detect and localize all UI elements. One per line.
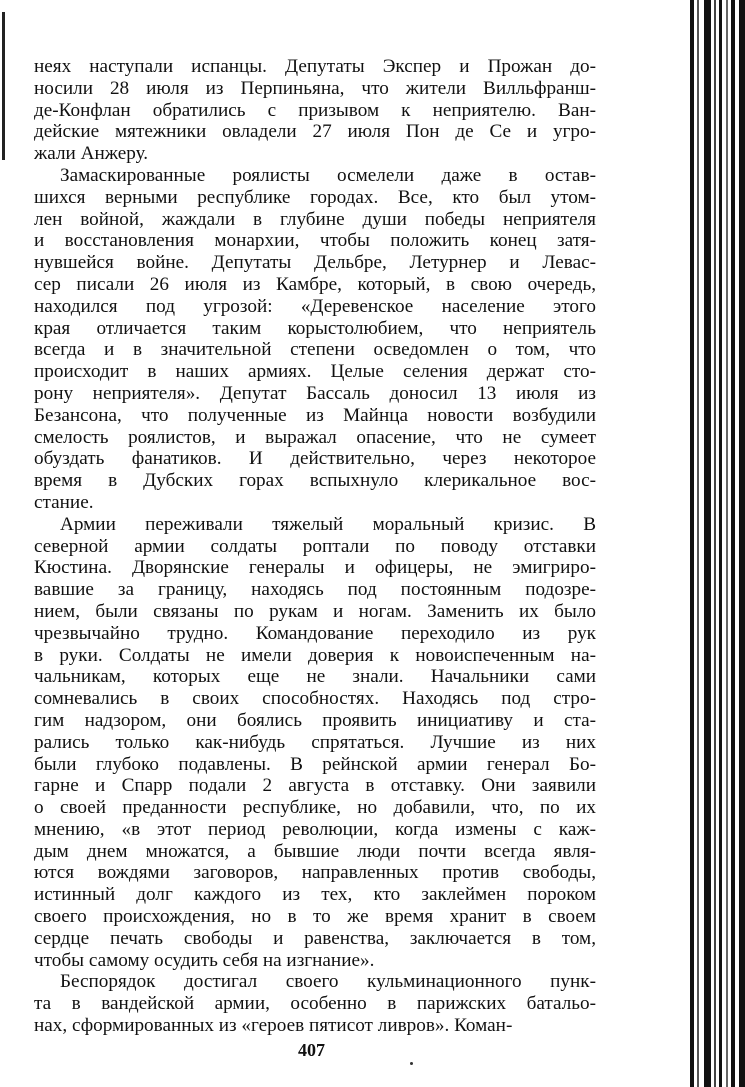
text-line: Замаскированные роялисты осмелели даже в остав- [60,164,596,186]
text-line: Беспорядок достигал своего кульминационного пунк- [60,971,596,993]
text-line: рону неприятеля». Депутат Бассаль доносил 13 июля из [34,382,596,404]
text-line: чрезвычайно трудно. Командование переходило из рук [34,622,596,644]
text-line: время в Дубских горах вспыхнуло клерикальное вос- [34,470,596,492]
text-line: нувшейся войне. Депутаты Дельбре, Летурнер и Левас- [34,252,596,274]
text-line: дым днем множатся, а бывшие люди почти всегда явля- [34,840,596,862]
text-line: неях наступали испанцы. Депутаты Экспер и Прожан до- [34,56,596,77]
text-line: сомневались в своих способностях. Находясь под стро- [34,688,596,710]
binding-edge [731,0,735,1087]
text-line: жали Анжеру. [34,143,149,165]
text-line: северной армии солдаты роптали по поводу отставки [34,535,596,557]
binding-edge [690,0,694,1087]
text-line: Безансона, что полученные из Майнца новости возбудили [34,404,596,426]
text-line: мнению, «в этот период революции, когда измены с каж- [34,818,596,840]
page-body [34,56,596,1037]
text-line: вавшие за границу, находясь под постоянным подозре- [34,579,596,601]
scan-speck [410,1062,413,1065]
text-line: дейские мятежники овладели 27 июля Пон де Се и угро- [34,121,596,143]
text-line: края отличается таким корыстолюбием, что неприятель [34,317,596,339]
text-line: были глубоко подавлены. В рейнской армии генерал Бо- [34,753,596,775]
text-line: гим надзором, они боялись проявить инициативу и ста- [34,709,596,731]
text-line: та в вандейской армии, особенно в парижских батальо- [34,993,596,1015]
binding-edge [697,0,699,1087]
text-line: всегда и в значительной степени осведомлен о том, что [34,339,596,361]
text-line: и восстановления монархии, чтобы положить конец затя- [34,230,596,252]
page-number: 407 [298,1040,325,1060]
text-line: происходит в наших армиях. Целые селения держат сто- [34,361,596,383]
text-line: нах, сформированных из «героев пятисот ливров». Коман- [34,1015,513,1037]
binding-edge [726,0,728,1087]
text-line: чальникам, которых еще не знали. Начальники сами [34,666,596,688]
text-line: Кюстина. Дворянские генералы и офицеры, не эмигриро- [34,557,596,579]
binding-edge [739,0,745,1087]
text-line: сердце печать свободы и равенства, заключается в том, [34,927,596,949]
binding-edge [704,0,711,1087]
text-line: в руки. Солдаты не имели доверия к новоиспеченным на- [34,644,596,666]
text-line: Армии переживали тяжелый моральный кризис. В [60,513,596,535]
text-line: носили 28 июля из Перпиньяна, что жители Вилльфранш- [34,77,596,99]
text-line: стание. [34,491,94,513]
binding-edge [714,0,716,1087]
text-line: нием, были связаны по рукам и ногам. Заменить их было [34,600,596,622]
text-line: гарне и Спарр подали 2 августа в отставку. Они заявили [34,775,596,797]
text-line: шихся верными республике городах. Все, кто был утом- [34,186,596,208]
text-line: смелость роялистов, и выражал опасение, что не сумеет [34,426,596,448]
text-line: находился под угрозой: «Деревенское население этого [34,295,596,317]
text-line: ются вождями заговоров, направленных против свободы, [34,862,596,884]
text-line: чтобы самому осудить себя на изгнание». [34,949,375,971]
text-line: своего происхождения, но в то же время хранит в своем [34,906,596,928]
text-line: о своей преданности республике, но добавили, что, по их [34,797,596,819]
text-line: лен войной, жаждали в глубине души победы неприятеля [34,208,596,230]
scan-margin-mark [2,12,5,160]
binding-edge [719,0,722,1087]
text-line: рались только как-нибудь спрятаться. Лучшие из них [34,731,596,753]
text-line: сер писали 26 июля из Камбре, который, в свою очередь, [34,273,596,295]
text-line: де-Конфлан обратились с призывом к неприятелю. Ван- [34,99,596,121]
text-line: обуздать фанатиков. И действительно, через некоторое [34,448,596,470]
text-line: истинный долг каждого из тех, кто заклеймен пороком [34,884,596,906]
